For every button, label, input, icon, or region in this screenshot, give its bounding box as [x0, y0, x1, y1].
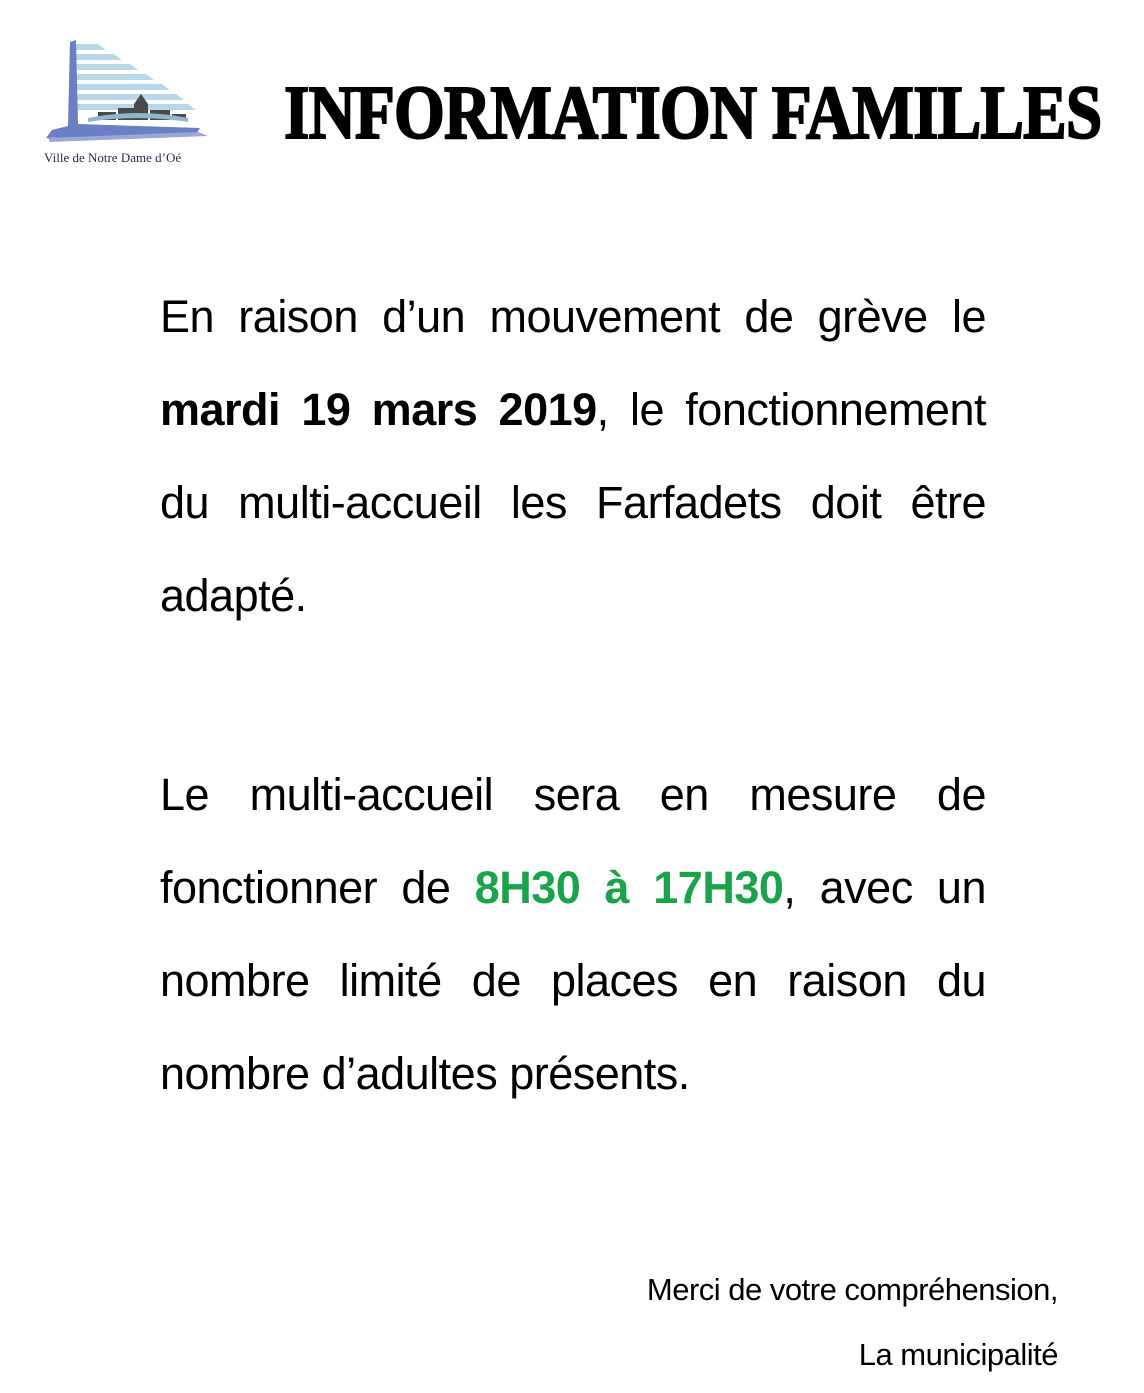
page-title: INFORMATION FAMILLES: [284, 71, 1102, 155]
closing-signature: La municipalité: [858, 1337, 1058, 1372]
paragraph-text: , avec un nombre limité de places en raison du nombre d’adultes présents.: [160, 862, 986, 1099]
notice-paragraph-hours: [160, 748, 986, 1120]
notice-paragraph-strike: [160, 270, 986, 642]
paragraph-text: En raison d’un mouvement de grève le: [160, 291, 986, 342]
paragraph-text: Le multi-accueil sera en mesure de fonctionner de: [160, 769, 986, 913]
town-logo-icon: [38, 38, 210, 150]
closing-thanks: Merci de votre compréhension,: [646, 1272, 1058, 1307]
strike-date: mardi 19 mars 2019: [160, 384, 597, 435]
town-logo: [38, 38, 210, 170]
opening-hours: 8H30 à 17H30: [474, 862, 784, 913]
paragraph-text: , le fonctionnement du multi-accueil les Farfadets doit être adapté.: [160, 384, 986, 621]
logo-caption: Ville de Notre Dame d’Oé: [44, 150, 182, 165]
